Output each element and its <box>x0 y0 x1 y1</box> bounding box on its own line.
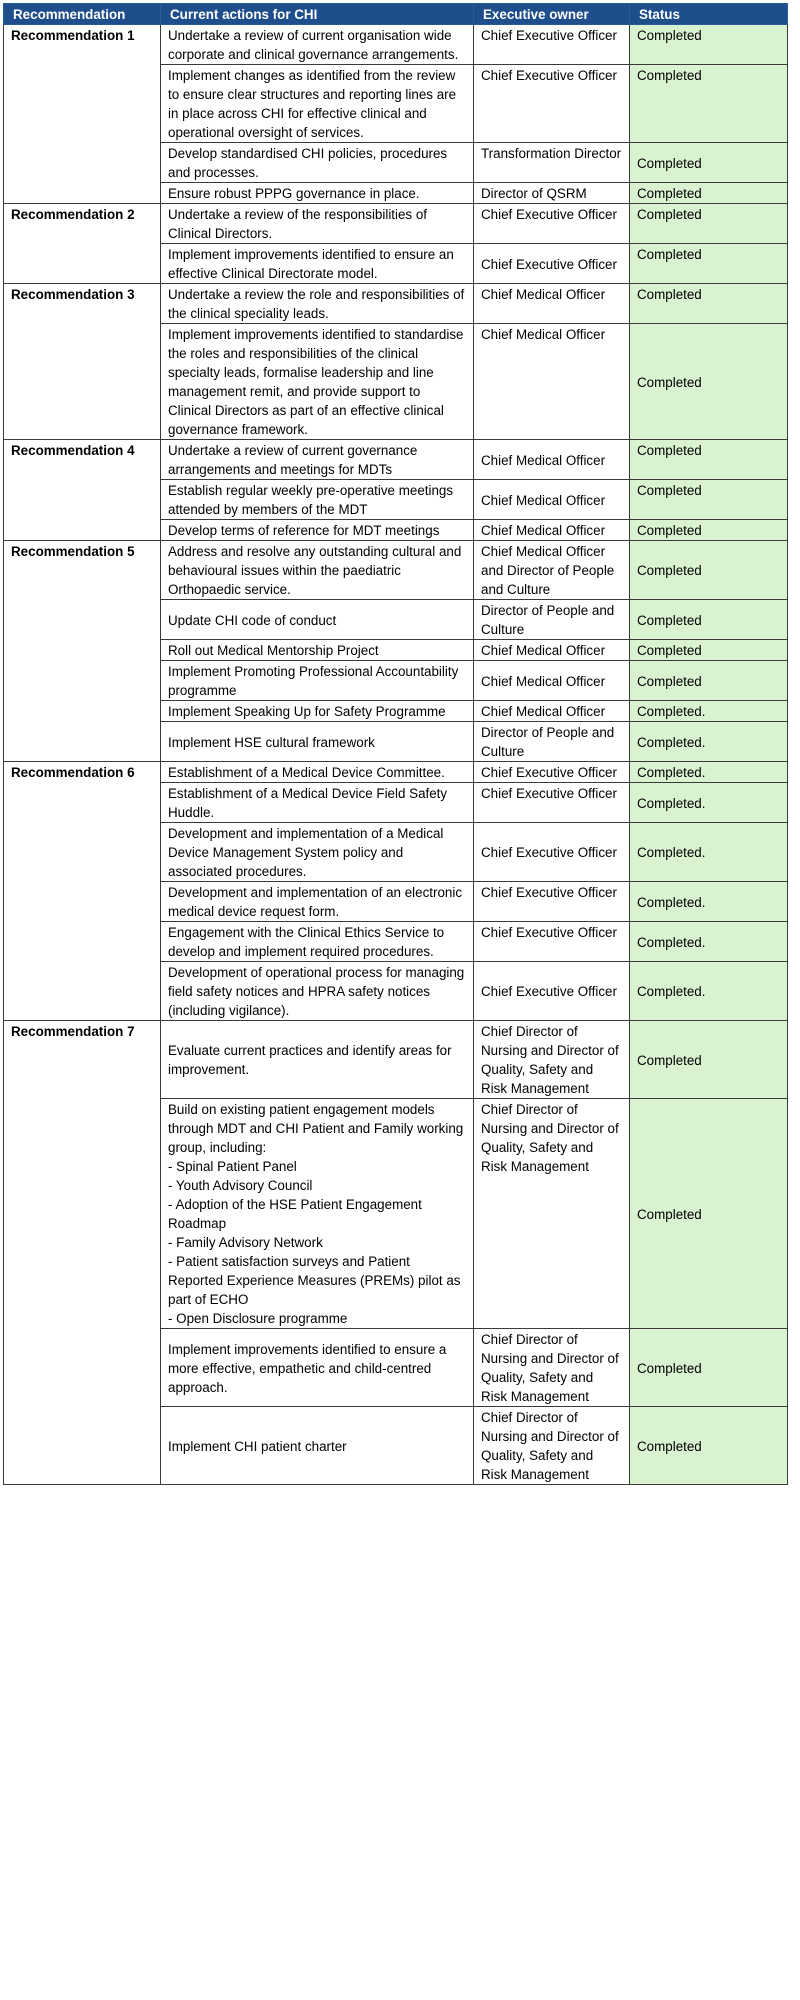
action-cell: Undertake a review of the responsibilities of Clinical Directors. <box>161 204 474 244</box>
table-row <box>4 284 788 324</box>
recommendation-label: Recommendation 2 <box>4 204 161 284</box>
status-cell: Completed. <box>630 922 788 962</box>
status-cell: Completed <box>630 324 788 440</box>
status-cell: Completed <box>630 640 788 661</box>
action-cell: Development of operational process for managing field safety notices and HPRA safety notices (including vigilance). <box>161 962 474 1021</box>
header-current-actions: Current actions for CHI <box>161 4 474 25</box>
action-cell: Roll out Medical Mentorship Project <box>161 640 474 661</box>
action-cell: Update CHI code of conduct <box>161 600 474 640</box>
action-cell: Undertake a review of current organisation wide corporate and clinical governance arrangements. <box>161 25 474 65</box>
action-cell: Undertake a review the role and responsibilities of the clinical speciality leads. <box>161 284 474 324</box>
action-cell: Implement Promoting Professional Accountability programme <box>161 661 474 701</box>
owner-cell: Chief Executive Officer <box>474 204 630 244</box>
action-cell: Implement improvements identified to ensure an effective Clinical Directorate model. <box>161 244 474 284</box>
action-cell: Develop standardised CHI policies, procedures and processes. <box>161 143 474 183</box>
owner-cell: Director of People and Culture <box>474 600 630 640</box>
owner-cell: Chief Director of Nursing and Director of Quality, Safety and Risk Management <box>474 1021 630 1099</box>
owner-cell: Chief Director of Nursing and Director of Quality, Safety and Risk Management <box>474 1407 630 1485</box>
status-cell: Completed. <box>630 762 788 783</box>
owner-cell: Chief Medical Officer <box>474 440 630 480</box>
status-cell: Completed. <box>630 783 788 823</box>
status-cell: Completed <box>630 25 788 65</box>
owner-cell: Chief Medical Officer <box>474 640 630 661</box>
action-cell: Evaluate current practices and identify areas for improvement. <box>161 1021 474 1099</box>
table-row <box>4 440 788 480</box>
status-cell: Completed <box>630 440 788 480</box>
status-cell: Completed <box>630 65 788 143</box>
table-row <box>4 1021 788 1099</box>
action-cell: Address and resolve any outstanding cultural and behavioural issues within the paediatric Orthopaedic service. <box>161 541 474 600</box>
recommendation-label: Recommendation 6 <box>4 762 161 1021</box>
owner-cell: Chief Executive Officer <box>474 922 630 962</box>
owner-cell: Chief Director of Nursing and Director of Quality, Safety and Risk Management <box>474 1329 630 1407</box>
recommendation-label: Recommendation 3 <box>4 284 161 440</box>
action-cell: Implement improvements identified to standardise the roles and responsibilities of the clinical specialty leads, formalise leadership and line management remit, and provide support to Clinical Directors as part of an effective clinical governance framework. <box>161 324 474 440</box>
action-cell: Establish regular weekly pre-operative meetings attended by members of the MDT <box>161 480 474 520</box>
owner-cell: Chief Executive Officer <box>474 244 630 284</box>
action-cell: Develop terms of reference for MDT meetings <box>161 520 474 541</box>
header-row <box>4 4 788 25</box>
owner-cell: Chief Medical Officer <box>474 284 630 324</box>
status-cell: Completed. <box>630 823 788 882</box>
owner-cell: Chief Executive Officer <box>474 25 630 65</box>
owner-cell: Director of QSRM <box>474 183 630 204</box>
status-cell: Completed <box>630 541 788 600</box>
status-cell: Completed <box>630 480 788 520</box>
recommendation-label: Recommendation 7 <box>4 1021 161 1485</box>
recommendation-label: Recommendation 1 <box>4 25 161 204</box>
action-cell: Ensure robust PPPG governance in place. <box>161 183 474 204</box>
action-cell: Implement Speaking Up for Safety Programme <box>161 701 474 722</box>
status-cell: Completed <box>630 1407 788 1485</box>
action-cell: Establishment of a Medical Device Field Safety Huddle. <box>161 783 474 823</box>
status-cell: Completed <box>630 1099 788 1329</box>
owner-cell: Chief Medical Officer <box>474 480 630 520</box>
status-cell: Completed. <box>630 962 788 1021</box>
header-executive-owner: Executive owner <box>474 4 630 25</box>
status-cell: Completed. <box>630 701 788 722</box>
action-cell: Undertake a review of current governance arrangements and meetings for MDTs <box>161 440 474 480</box>
owner-cell: Chief Medical Officer <box>474 661 630 701</box>
status-cell: Completed <box>630 204 788 244</box>
action-cell: Engagement with the Clinical Ethics Service to develop and implement required procedures. <box>161 922 474 962</box>
action-cell: Development and implementation of a Medical Device Management System policy and associated procedures. <box>161 823 474 882</box>
table-row <box>4 25 788 65</box>
action-cell: Implement CHI patient charter <box>161 1407 474 1485</box>
owner-cell: Chief Medical Officer <box>474 520 630 541</box>
action-cell: Establishment of a Medical Device Committee. <box>161 762 474 783</box>
recommendation-label: Recommendation 4 <box>4 440 161 541</box>
owner-cell: Chief Medical Officer <box>474 701 630 722</box>
owner-cell: Chief Executive Officer <box>474 962 630 1021</box>
header-recommendation: Recommendation <box>4 4 161 25</box>
header-status: Status <box>630 4 788 25</box>
owner-cell: Chief Executive Officer <box>474 762 630 783</box>
status-cell: Completed <box>630 143 788 183</box>
recommendation-label: Recommendation 5 <box>4 541 161 762</box>
owner-cell: Chief Medical Officer and Director of People and Culture <box>474 541 630 600</box>
table-row <box>4 541 788 600</box>
action-cell: Implement changes as identified from the review to ensure clear structures and reporting lines are in place across CHI for effective clinical and operational oversight of services. <box>161 65 474 143</box>
owner-cell: Director of People and Culture <box>474 722 630 762</box>
action-cell: Implement improvements identified to ensure a more effective, empathetic and child-centred approach. <box>161 1329 474 1407</box>
owner-cell: Chief Executive Officer <box>474 823 630 882</box>
status-cell: Completed <box>630 1329 788 1407</box>
action-cell: Development and implementation of an electronic medical device request form. <box>161 882 474 922</box>
table-row <box>4 762 788 783</box>
owner-cell: Transformation Director <box>474 143 630 183</box>
status-cell: Completed <box>630 600 788 640</box>
owner-cell: Chief Executive Officer <box>474 882 630 922</box>
owner-cell: Chief Executive Officer <box>474 65 630 143</box>
status-cell: Completed <box>630 1021 788 1099</box>
status-cell: Completed <box>630 520 788 541</box>
table-row <box>4 204 788 244</box>
status-cell: Completed. <box>630 882 788 922</box>
status-cell: Completed <box>630 284 788 324</box>
status-cell: Completed <box>630 183 788 204</box>
status-cell: Completed <box>630 661 788 701</box>
owner-cell: Chief Director of Nursing and Director of Quality, Safety and Risk Management <box>474 1099 630 1329</box>
action-cell: Build on existing patient engagement models through MDT and CHI Patient and Family working group, including: - Spinal Patient Panel - Youth Advisory Council - Adoption of the HSE Patient Engagement Roadmap - Family Advisory Network - Patient satisfaction surveys and Patient Reported Experience Measures (PREMs) pilot as part of ECHO - Open Disclosure programme <box>161 1099 474 1329</box>
recommendations-table <box>3 3 788 1485</box>
owner-cell: Chief Executive Officer <box>474 783 630 823</box>
status-cell: Completed <box>630 244 788 284</box>
status-cell: Completed. <box>630 722 788 762</box>
action-cell: Implement HSE cultural framework <box>161 722 474 762</box>
owner-cell: Chief Medical Officer <box>474 324 630 440</box>
